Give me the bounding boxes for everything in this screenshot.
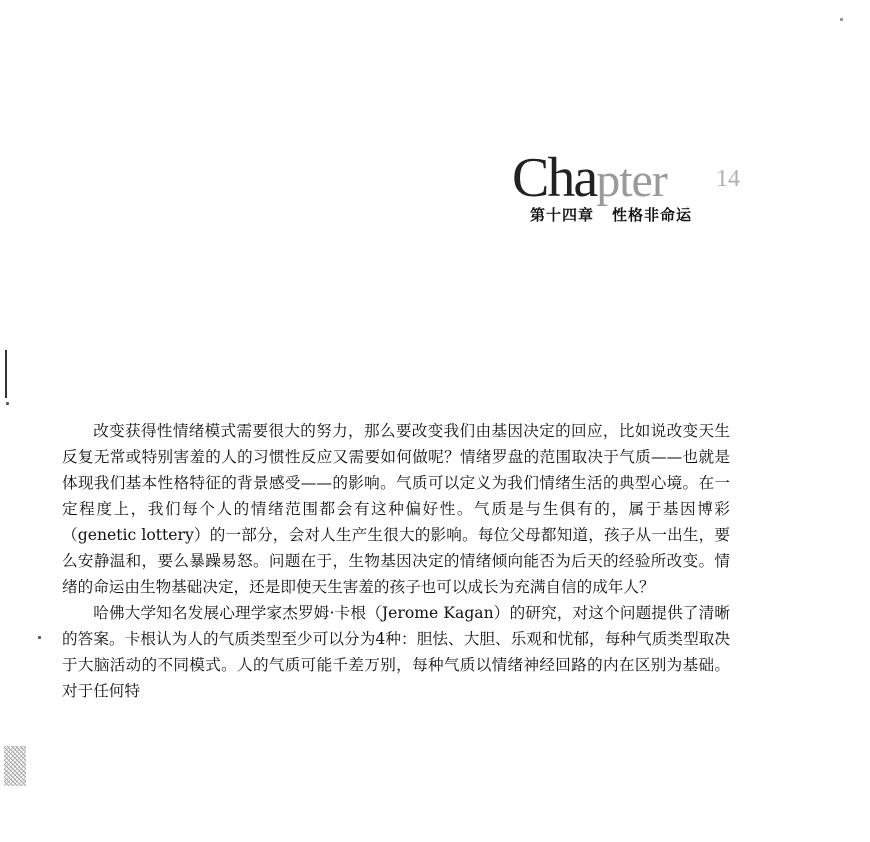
chapter-subtitle <box>530 204 760 225</box>
chapter-title: 性格非命运 <box>612 206 693 224</box>
chapter-word-lead: Cha <box>512 147 597 209</box>
scan-margin-line <box>5 350 7 398</box>
scan-speck <box>38 636 41 639</box>
chapter-number: 14 <box>716 166 740 192</box>
scan-speck <box>840 18 843 21</box>
paragraph: 改变获得性情绪模式需要很大的努力，那么要改变我们由基因决定的回应，比如说改变天生反复无常或特别害羞的人的习惯性反应又需要如何做呢？情绪罗盘的范围取决于气质——也就是体现我们基本性格特征的背景感受——的影响。气质可以定义为我们情绪生活的典型心境。在一定程度上，我们每个人的情绪范围都会有这种偏好性。气质是与生俱有的，属于基因博彩（genetic lottery）的一部分，会对人生产生很大的影响。每位父母都知道，孩子从一出生，要么安静温和，要么暴躁易怒。问题在于，生物基因决定的情绪倾向能否为后天的经验所改变。情绪的命运由生物基础决定，还是即使天生害羞的孩子也可以成长为充满自信的成年人？ <box>62 422 730 596</box>
scan-speck <box>6 402 9 405</box>
paragraph: 哈佛大学知名发展心理学家杰罗姆·卡根（Jerome Kagan）的研究，对这个问题提供了清晰的答案。卡根认为人的气质类型至少可以分为4种：胆怯、大胆、乐观和忧郁，每种气质类型取决于大脑活动的不同模式。人的气质可能千差万别，每种气质以情绪神经回路的内在区别为基础。对于任何特 <box>62 604 730 700</box>
chapter-word <box>512 148 667 211</box>
chapter-word-rest: pter <box>596 154 667 207</box>
chapter-label: 第十四章 <box>530 206 595 224</box>
chapter-heading <box>512 148 772 208</box>
scan-noise-patch <box>4 746 26 786</box>
body-text <box>62 418 730 704</box>
